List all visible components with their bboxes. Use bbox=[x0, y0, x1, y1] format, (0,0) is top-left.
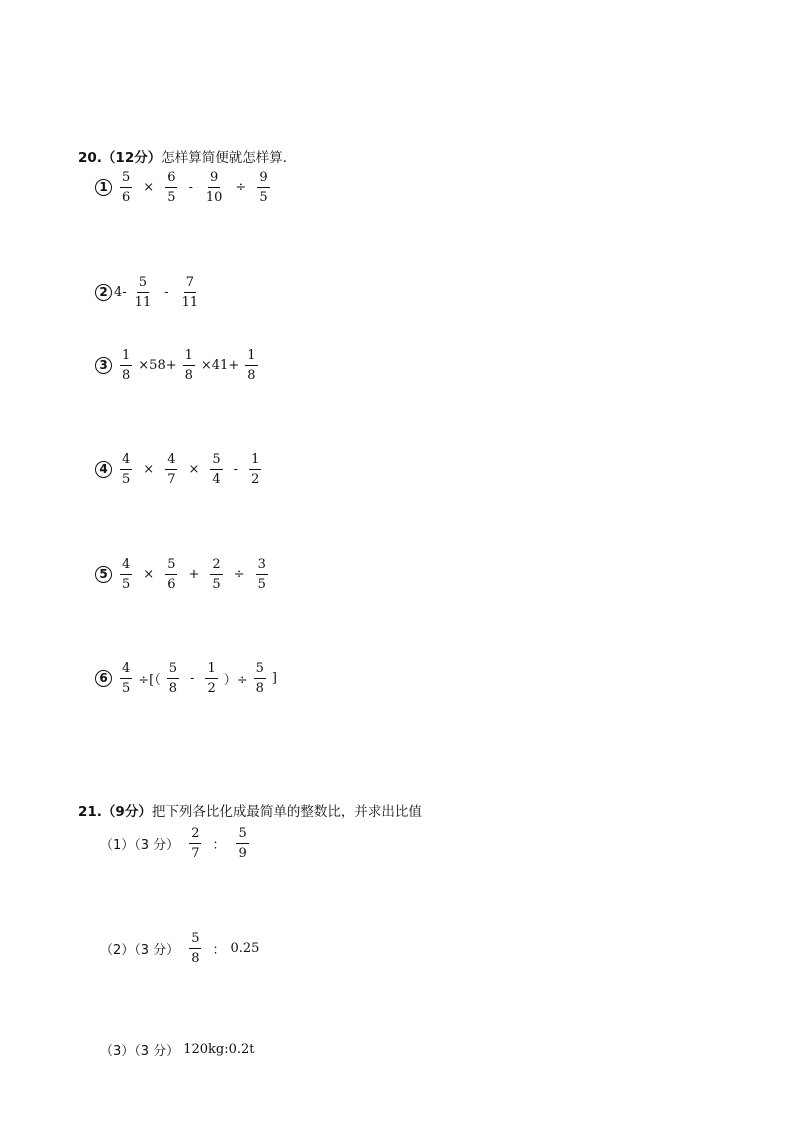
numerator: 1 bbox=[120, 349, 132, 366]
numerator: 2 bbox=[210, 558, 222, 575]
numerator: 5 bbox=[165, 558, 177, 575]
numerator: 4 bbox=[165, 453, 177, 470]
operator: ： bbox=[212, 838, 226, 853]
q20-item-3 bbox=[95, 349, 264, 382]
sub-question-label: （2）（3 分） bbox=[100, 943, 180, 958]
denominator: 10 bbox=[205, 190, 223, 205]
operator: ÷ bbox=[233, 567, 245, 582]
question-21-number: 21. bbox=[78, 804, 102, 820]
numerator: 4 bbox=[120, 558, 132, 575]
sub-question-label: （1）（3 分） bbox=[100, 838, 180, 853]
fraction bbox=[120, 558, 132, 591]
operator: - bbox=[164, 285, 169, 300]
denominator: 6 bbox=[167, 577, 176, 592]
fraction bbox=[210, 558, 222, 591]
denominator: 11 bbox=[134, 295, 152, 310]
q20-item-2 bbox=[95, 276, 206, 309]
operator: + bbox=[188, 567, 200, 582]
q20-item-1 bbox=[95, 171, 276, 204]
numerator: 4 bbox=[120, 662, 132, 679]
item-number-mark: 4 bbox=[95, 461, 112, 478]
numerator: 6 bbox=[165, 171, 177, 188]
fraction bbox=[133, 276, 154, 309]
fraction bbox=[120, 453, 132, 486]
fraction bbox=[120, 349, 132, 382]
fraction bbox=[205, 662, 217, 695]
numerator: 3 bbox=[256, 558, 268, 575]
fraction bbox=[245, 349, 257, 382]
expression-text: ×58+ bbox=[138, 358, 177, 373]
operator: - bbox=[188, 180, 193, 195]
expression-text: ×41+ bbox=[200, 358, 240, 373]
fraction bbox=[256, 558, 268, 591]
numerator: 5 bbox=[210, 453, 222, 470]
sub-question-label: （3）（3 分） bbox=[100, 1044, 180, 1059]
q21-item-3 bbox=[100, 1040, 254, 1059]
denominator: 5 bbox=[259, 190, 268, 205]
question-20-score: （12分） bbox=[101, 150, 162, 166]
fraction bbox=[120, 662, 132, 695]
fraction bbox=[254, 662, 266, 695]
numerator: 4 bbox=[120, 453, 132, 470]
question-21-prompt: 把下列各比化成最简单的整数比，并求出比值 bbox=[151, 804, 422, 820]
numerator: 9 bbox=[208, 171, 220, 188]
denominator: 2 bbox=[207, 681, 216, 696]
numerator: 1 bbox=[245, 349, 257, 366]
q20-item-6 bbox=[95, 662, 277, 695]
fraction bbox=[257, 171, 269, 204]
operator: × bbox=[143, 462, 155, 477]
operator: × bbox=[188, 462, 200, 477]
denominator: 5 bbox=[122, 472, 131, 487]
numerator: 5 bbox=[120, 171, 132, 188]
denominator: 5 bbox=[167, 190, 176, 205]
denominator: 4 bbox=[212, 472, 221, 487]
denominator: 6 bbox=[122, 190, 131, 205]
operator: - bbox=[233, 462, 239, 477]
denominator: 8 bbox=[184, 368, 193, 383]
numerator: 1 bbox=[205, 662, 217, 679]
q20-item-4 bbox=[95, 453, 267, 486]
q21-item-2 bbox=[100, 932, 259, 965]
question-20-number: 20. bbox=[78, 150, 102, 166]
item-number-mark: 2 bbox=[95, 284, 112, 301]
denominator: 8 bbox=[122, 368, 131, 383]
expression-text: 0.25 bbox=[230, 941, 260, 956]
denominator: 8 bbox=[191, 951, 200, 966]
question-21-header bbox=[78, 800, 422, 820]
item-number-mark: 6 bbox=[95, 670, 112, 687]
denominator: 5 bbox=[122, 681, 131, 696]
fraction bbox=[204, 171, 225, 204]
operator: ： bbox=[212, 943, 226, 958]
fraction bbox=[120, 171, 132, 204]
numerator: 1 bbox=[183, 349, 195, 366]
operator: ÷ bbox=[235, 180, 247, 195]
numerator: 5 bbox=[254, 662, 266, 679]
item-number-mark: 5 bbox=[95, 566, 112, 583]
numerator: 5 bbox=[189, 932, 201, 949]
fraction bbox=[236, 827, 248, 860]
operator: - bbox=[190, 671, 195, 686]
q20-item-5 bbox=[95, 558, 274, 591]
question-20-prompt: 怎样算简便就怎样算． bbox=[161, 150, 297, 166]
fraction bbox=[189, 932, 201, 965]
denominator: 7 bbox=[191, 846, 200, 861]
operator: × bbox=[143, 567, 155, 582]
denominator: 2 bbox=[251, 472, 260, 487]
fraction bbox=[183, 349, 195, 382]
fraction bbox=[180, 276, 201, 309]
q21-item-1 bbox=[100, 827, 255, 860]
fraction bbox=[165, 558, 177, 591]
item-number-mark: 3 bbox=[95, 357, 112, 374]
fraction bbox=[165, 453, 177, 486]
fraction bbox=[189, 827, 201, 860]
fraction bbox=[167, 662, 179, 695]
numerator: 7 bbox=[184, 276, 196, 293]
denominator: 7 bbox=[167, 472, 176, 487]
denominator: 8 bbox=[255, 681, 264, 696]
numerator: 9 bbox=[257, 171, 269, 188]
expression-text: ] bbox=[271, 671, 277, 686]
denominator: 5 bbox=[122, 577, 131, 592]
numerator: 5 bbox=[167, 662, 179, 679]
item-number-mark: 1 bbox=[95, 179, 112, 196]
denominator: 5 bbox=[212, 577, 221, 592]
numerator: 1 bbox=[249, 453, 261, 470]
denominator: 9 bbox=[238, 846, 247, 861]
expression-text: 4- bbox=[114, 285, 127, 300]
denominator: 8 bbox=[247, 368, 256, 383]
denominator: 8 bbox=[168, 681, 178, 696]
expression-text: ÷[（ bbox=[138, 673, 161, 688]
denominator: 5 bbox=[257, 577, 266, 592]
numerator: 5 bbox=[137, 276, 149, 293]
fraction bbox=[210, 453, 222, 486]
denominator: 11 bbox=[181, 295, 199, 310]
question-20-header bbox=[78, 146, 296, 166]
fraction bbox=[249, 453, 261, 486]
fraction bbox=[165, 171, 177, 204]
operator: × bbox=[143, 180, 155, 195]
question-21-score: （9分） bbox=[101, 804, 152, 820]
numerator: 2 bbox=[189, 827, 201, 844]
expression-text: ）÷ bbox=[223, 673, 248, 688]
expression-text: 120kg:0.2t bbox=[183, 1042, 255, 1057]
numerator: 5 bbox=[236, 827, 248, 844]
